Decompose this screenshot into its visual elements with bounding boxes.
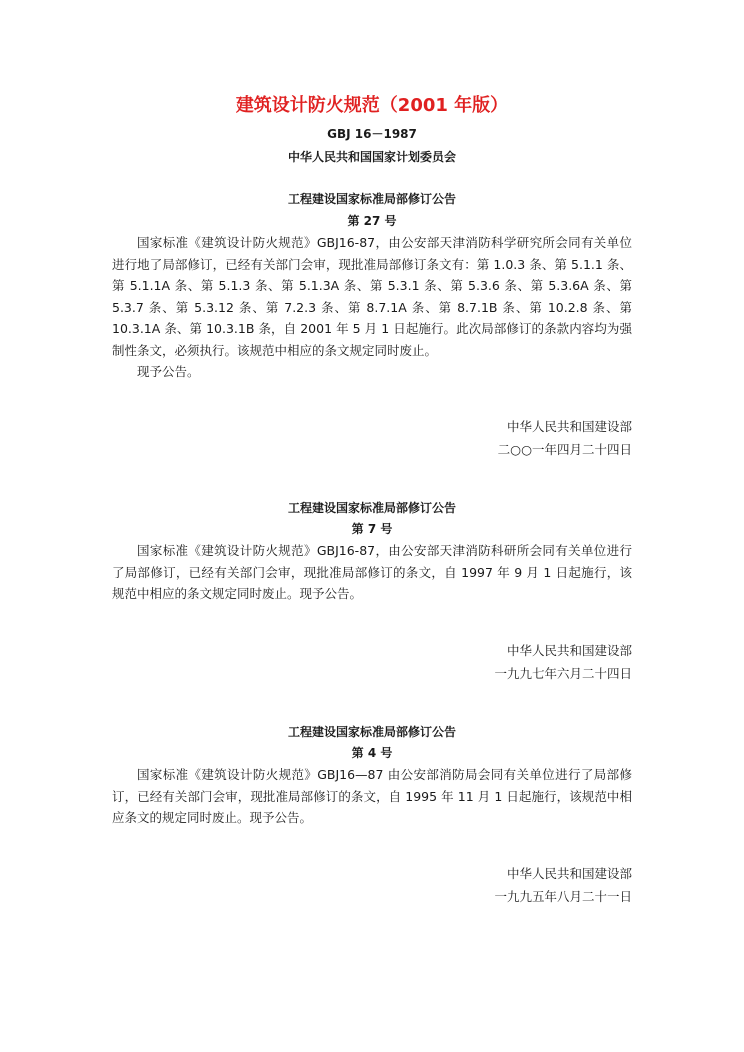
announcement-date: 一九九七年六月二十四日 (494, 666, 632, 681)
standard-code: GBJ 16－1987 (327, 127, 417, 141)
announcement-closing: 现予公告。 (137, 364, 200, 379)
announcement-body: 国家标准《建筑设计防火规范》GBJ16—87 由公安部消防局会同有关单位进行了局部修订，已经有关部门会审，现批准局部修订的条文，自 1995 年 11 月 1 日起施行，该规范中相应条文的规定同时废止。现予公告。 (112, 767, 632, 825)
announcement-signer: 中华人民共和国建设部 (506, 643, 632, 658)
announcement-number: 第 7 号 (351, 522, 393, 536)
announcement-heading: 工程建设国家标准局部修订公告 (287, 192, 456, 206)
announcement-body: 国家标准《建筑设计防火规范》GBJ16-87，由公安部天津消防科学研究所会同有关单位进行地了局部修订，已经有关部门会审，现批准局部修订条文有：第 1.0.3 条、第 5.1.1 条、第 5.1.1A 条、第 5.1.3 条、第 5.1.3A 条、第 5.3.1 条、第 5.3.6 条、第 5.3.6A 条、第 5.3.7 条、第 5.3.12 条、第 7.2.3 条、第 8.7.1A 条、第 8.7.1B 条、第 10.2.8 条、第 10.3.1A 条、第 10.3.1B 条，自 2001 年 5 月 1 日起施行。此次局部修订的条款内容均为强制性条文，必须执行。该规范中相应的条文规定同时废止。 (112, 235, 632, 358)
announcement-date: 二○○一年四月二十四日 (497, 442, 632, 457)
announcement-number: 第 27 号 (347, 214, 397, 228)
announcement-signer: 中华人民共和国建设部 (506, 866, 632, 881)
announcement-date: 一九九五年八月二十一日 (494, 889, 632, 904)
issuing-authority: 中华人民共和国国家计划委员会 (287, 150, 456, 164)
announcement-number: 第 4 号 (351, 746, 393, 760)
announcement-heading: 工程建设国家标准局部修订公告 (287, 501, 456, 515)
announcement-signer: 中华人民共和国建设部 (506, 419, 632, 434)
document-title: 建筑设计防火规范（2001 年版） (235, 95, 509, 116)
announcement-body: 国家标准《建筑设计防火规范》GBJ16-87，由公安部天津消防科研所会同有关单位进行了局部修订，已经有关部门会审，现批准局部修订的条文，自 1997 年 9 月 1 日起施行，该规范中相应的条文规定同时废止。现予公告。 (112, 543, 632, 601)
announcement-heading: 工程建设国家标准局部修订公告 (287, 725, 456, 739)
